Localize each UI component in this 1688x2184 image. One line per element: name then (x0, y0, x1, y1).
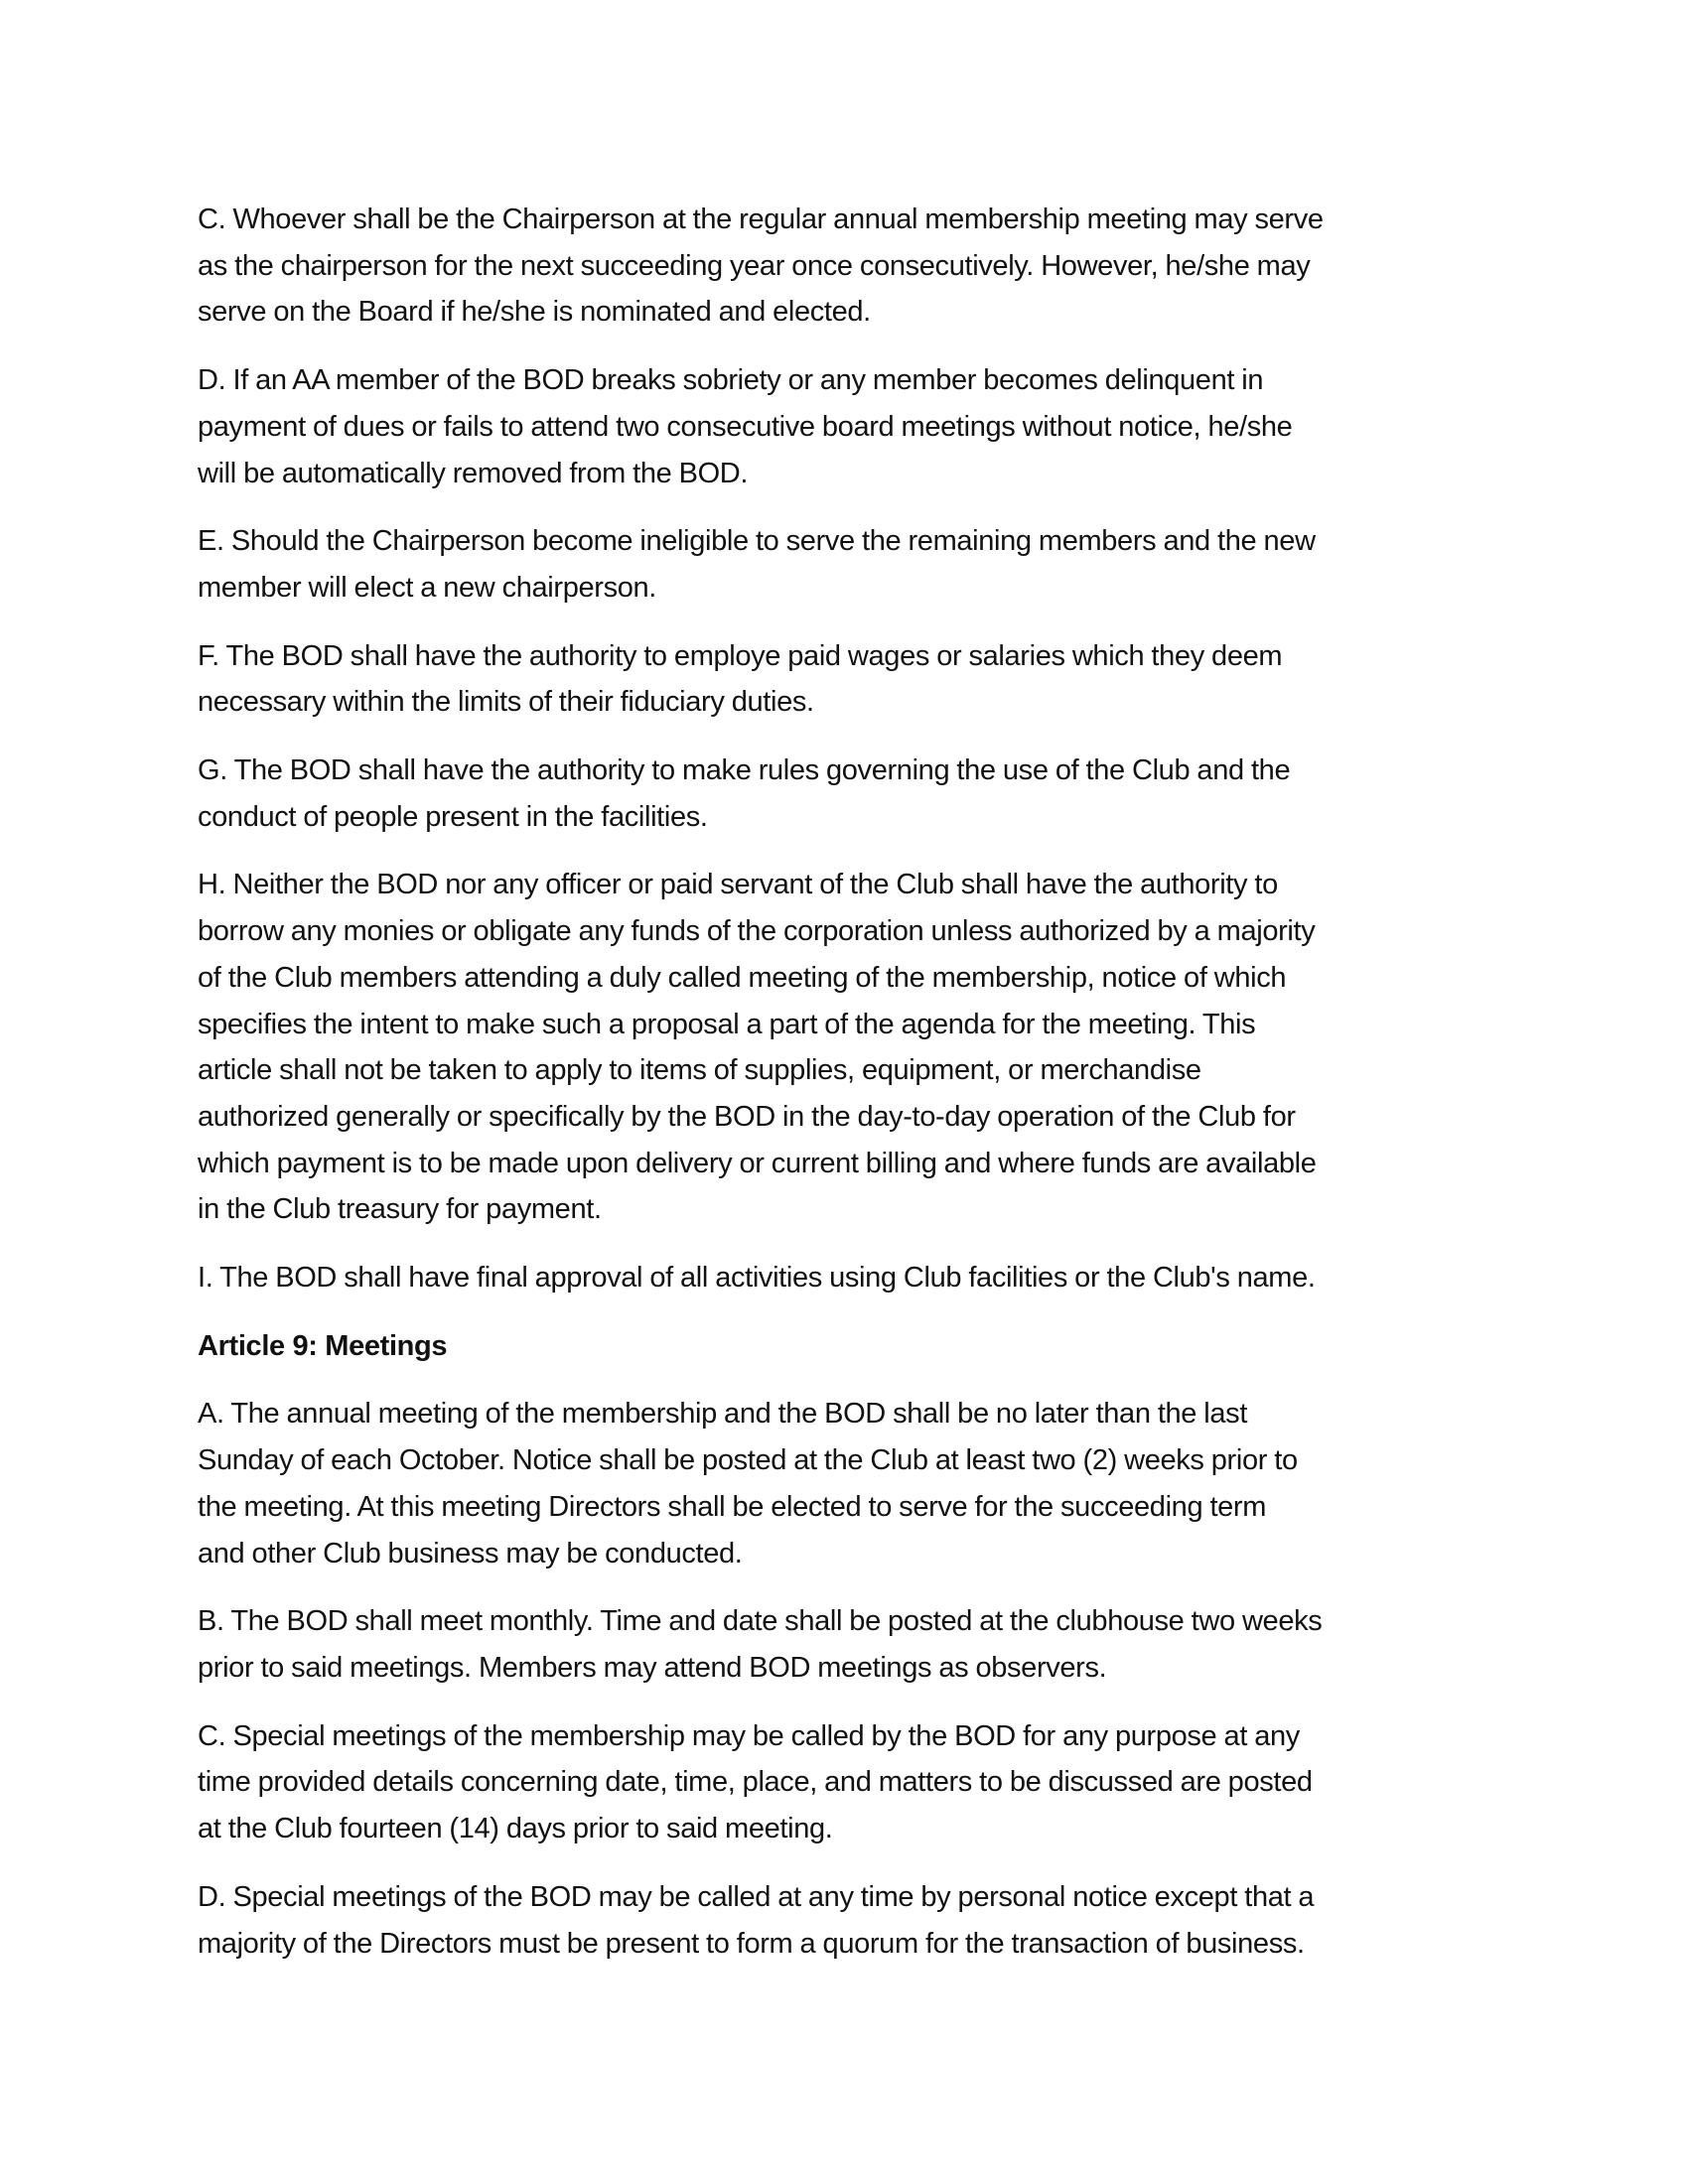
text-line: C. Whoever shall be the Chairperson at the regular annual membership meeting may serve (198, 204, 1324, 235)
text-line: serve on the Board if he/she is nominated and elected. (198, 296, 871, 329)
text-line: of the Club members attending a duly called meeting of the membership, notice of which (198, 961, 1287, 994)
text-line: C. Special meetings of the membership may be called by the BOD for any purpose at any (198, 1719, 1300, 1752)
paragraph-9b (198, 1598, 1528, 1691)
text-line: necessary within the limits of their fiduciary duties. (198, 686, 814, 719)
paragraph-8e (198, 518, 1528, 611)
text-line: will be automatically removed from the BOD. (198, 457, 749, 489)
paragraph-8c (198, 197, 1528, 336)
text-line: I. The BOD shall have final approval of all activities using Club facilities or the Club's name. (198, 1262, 1316, 1295)
text-line: A. The annual meeting of the membership and the BOD shall be no later than the last (198, 1398, 1248, 1431)
text-line: authorized generally or specifically by the BOD in the day-to-day operation of the Club for (198, 1100, 1296, 1133)
article-9 (198, 1323, 1528, 1967)
text-line: payment of dues or fails to attend two consecutive board meetings without notice, he/she (198, 410, 1293, 443)
text-line: E. Should the Chairperson become ineligible to serve the remaining members and the new (198, 525, 1316, 558)
text-line: G. The BOD shall have the authority to make rules governing the use of the Club and the (198, 754, 1291, 787)
article-9-heading: Article 9: Meetings (198, 1329, 448, 1362)
paragraph-9d (198, 1874, 1528, 1967)
text-line: as the chairperson for the next succeeding year once consecutively. However, he/she may (198, 249, 1311, 282)
text-line: F. The BOD shall have the authority to employe paid wages or salaries which they deem (198, 639, 1283, 672)
paragraph-8h (198, 862, 1528, 1233)
text-line: which payment is to be made upon delivery or current billing and where funds are available (198, 1147, 1317, 1179)
text-line: prior to said meetings. Members may attend BOD meetings as observers. (198, 1651, 1107, 1684)
text-line: article shall not be taken to apply to items of supplies, equipment, or merchandise (198, 1054, 1201, 1087)
text-line: at the Club fourteen (14) days prior to said meeting. (198, 1813, 833, 1845)
text-line: D. Special meetings of the BOD may be called at any time by personal notice except that a (198, 1880, 1315, 1913)
text-line: and other Club business may be conducted. (198, 1537, 743, 1570)
text-line: the meeting. At this meeting Directors shall be elected to serve for the succeeding term (198, 1490, 1267, 1523)
paragraph-9a (198, 1391, 1528, 1576)
text-line: borrow any monies or obligate any funds of the corporation unless authorized by a majority (198, 915, 1316, 948)
document-page (198, 197, 1528, 1988)
text-line: specifies the intent to make such a proposal a part of the agenda for the meeting. This (198, 1008, 1256, 1040)
paragraph-9c (198, 1713, 1528, 1852)
text-line: conduct of people present in the facilities. (198, 800, 708, 833)
text-line: H. Neither the BOD nor any officer or paid servant of the Club shall have the authority to (198, 869, 1278, 901)
paragraph-8i (198, 1255, 1528, 1301)
paragraph-8f (198, 633, 1528, 726)
text-line: majority of the Directors must be present to form a quorum for the transaction of business. (198, 1927, 1305, 1960)
paragraph-8d (198, 357, 1528, 496)
text-line: in the Club treasury for payment. (198, 1193, 602, 1226)
article-8-continuation (198, 197, 1528, 1301)
paragraph-8g (198, 748, 1528, 840)
text-line: time provided details concerning date, time, place, and matters to be discussed are posted (198, 1766, 1313, 1799)
text-line: Sunday of each October. Notice shall be posted at the Club at least two (2) weeks prior to (198, 1444, 1298, 1477)
text-line: member will elect a new chairperson. (198, 571, 656, 604)
text-line: B. The BOD shall meet monthly. Time and date shall be posted at the clubhouse two weeks (198, 1605, 1323, 1638)
text-line: D. If an AA member of the BOD breaks sobriety or any member becomes delinquent in (198, 364, 1264, 397)
